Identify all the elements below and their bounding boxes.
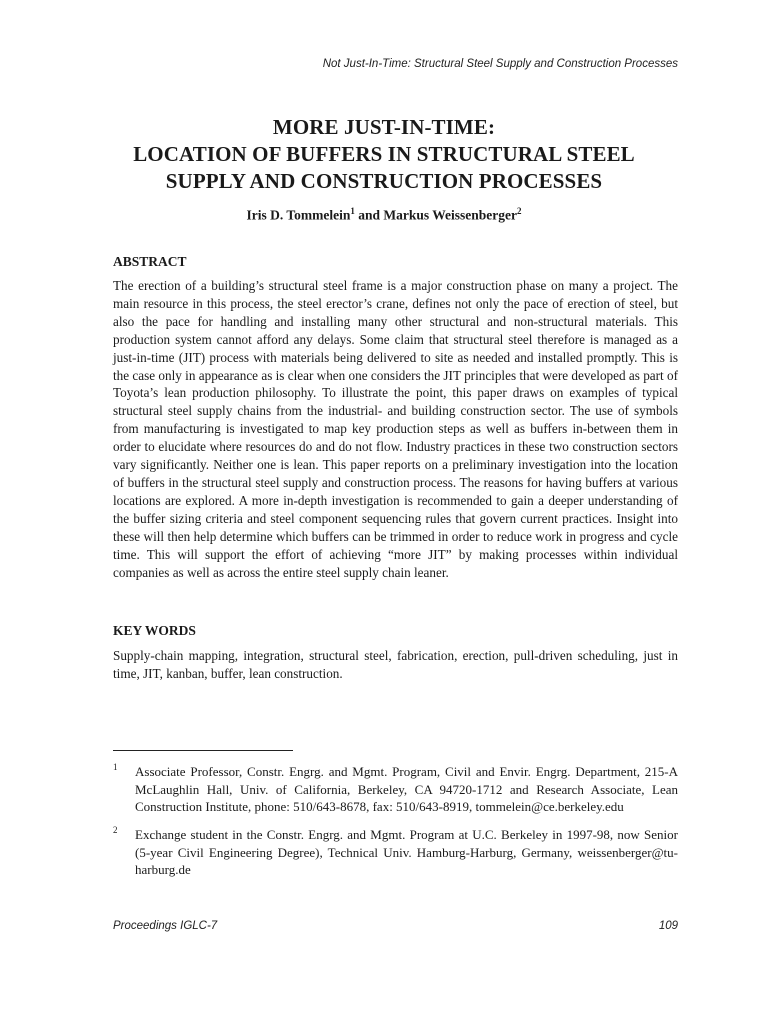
keywords-text: Supply-chain mapping, integration, structural steel, fabrication, erection, pull-driven scheduling, just in time, JIT, kanban, buffer, lean construction.	[113, 648, 678, 681]
footnote-marker: 2	[517, 206, 522, 216]
title-line: LOCATION OF BUFFERS IN STRUCTURAL STEEL	[133, 142, 635, 166]
footnote-number: 1	[113, 762, 118, 772]
proceedings-label: Proceedings IGLC-7	[113, 920, 218, 932]
title-line: MORE JUST-IN-TIME:	[272, 115, 496, 139]
footnote-marker: 1	[350, 206, 355, 216]
author-conjunction: and	[354, 207, 384, 223]
page-number: 109	[658, 920, 678, 932]
footnote-text: Associate Professor, Constr. Engrg. and Mgmt. Program, Civil and Envir. Engrg. Department, 215-A McLaughlin Hall, Univ. of California, Berkeley, CA 94720-1712 and Research Associate, Lean Construction Institute, phone: 510/643-8678, fax: 510/643-8919, tommelein@ce.berkeley.edu	[135, 764, 678, 815]
author-name: Iris D. Tommelein	[246, 207, 351, 223]
author-name: Markus Weissenberger	[383, 207, 518, 223]
abstract-heading: ABSTRACT	[113, 254, 187, 269]
footnote	[113, 826, 678, 879]
paper-title	[90, 114, 678, 195]
abstract-text: The erection of a building’s structural steel frame is a major construction phase on many a project. The main resource in this process, the steel erector’s crane, defines not only the pace of erection of steel, but also the pace for handling and installing many other structural and non-structural materials. This production system cannot afford any delays. Some claim that structural steel therefore is managed as a just-in-time (JIT) process with materials being delivered to site as needed and installed promptly. This is the case only in appearance as is clear when one considers the JIT principles that were developed as part of Toyota’s lean production philosophy. To illustrate the point, this paper draws on examples of typical structural steel supply chains from the industrial- and building construction sector. The use of symbols from manufacturing is investigated to map key production steps as well as buffers in-between them in order to elucidate where resources do and do not flow. Industry practices in these two construction sectors vary significantly. Neither one is lean. This paper reports on a preliminary investigation into the location of buffers in the structural steel supply and construction process. The reasons for having buffers at various locations are explored. A more in-depth investigation is recommended to gain a deeper understanding of the buffer sizing criteria and steel component sequencing rules that govern current practices. Insight into these will then help determine which buffers can be trimmed in order to reduce work in progress and cycle time. This will support the effort of achieving “more JIT” by making processes within individual companies as well as across the entire steel supply chain leaner.	[113, 278, 678, 580]
keywords-heading: KEY WORDS	[113, 623, 196, 638]
author-list	[90, 206, 678, 224]
footnote	[113, 763, 678, 816]
title-line: SUPPLY AND CONSTRUCTION PROCESSES	[165, 169, 603, 193]
footnote-divider	[113, 750, 293, 751]
footnote-number: 2	[113, 825, 118, 835]
running-header: Not Just-In-Time: Structural Steel Supply and Construction Processes	[322, 58, 678, 70]
footnote-text: Exchange student in the Constr. Engrg. and Mgmt. Program at U.C. Berkeley in 1997-98, now Senior (5-year Civil Engineering Degree), Technical Univ. Hamburg-Harburg, Germany, weissenberger@tu-harburg.de	[135, 827, 678, 878]
